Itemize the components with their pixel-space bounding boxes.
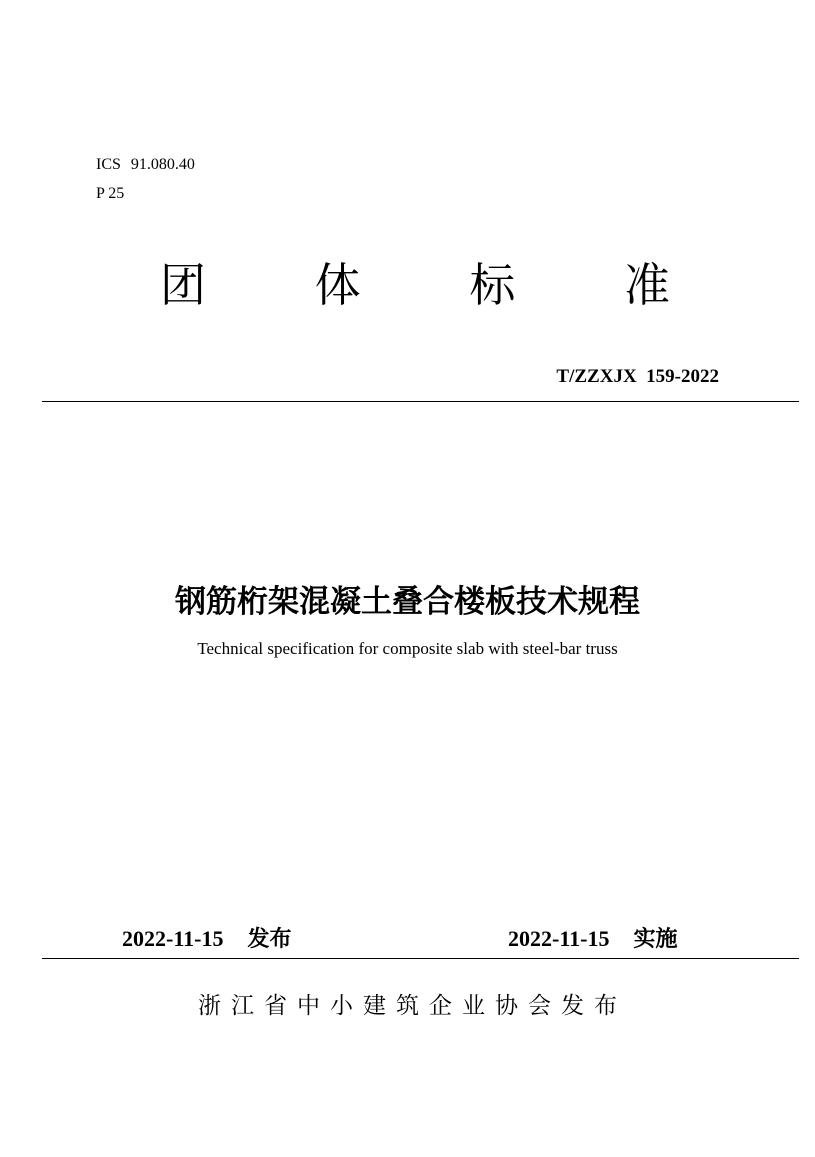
standard-number: T/ZZXJX 159-2022	[556, 366, 719, 387]
title-char-4: 准	[623, 258, 670, 312]
top-divider	[42, 401, 799, 402]
publisher-organization: 浙江省中小建筑企业协会发布	[198, 993, 627, 1019]
title-char-3: 标	[469, 258, 516, 312]
publish-label: 发布	[247, 927, 292, 952]
publish-date: 2022-11-15	[122, 926, 224, 951]
title-char-2: 体	[314, 258, 361, 312]
document-title-english: Technical specification for composite slab with steel-bar truss	[197, 639, 618, 658]
implement-date-block	[508, 924, 677, 955]
bottom-divider	[42, 958, 799, 959]
p-code: P 25	[96, 185, 125, 202]
ics-value: 91.080.40	[130, 156, 195, 173]
ics-classification	[96, 155, 195, 175]
publish-date-block	[122, 924, 291, 955]
document-title-chinese: 钢筋桁架混凝土叠合楼板技术规程	[175, 584, 640, 620]
title-char-1: 团	[160, 258, 206, 312]
ics-label: ICS	[96, 156, 121, 173]
implement-date: 2022-11-15	[508, 926, 610, 951]
standard-type-title	[160, 255, 670, 315]
implement-label: 实施	[633, 927, 678, 952]
